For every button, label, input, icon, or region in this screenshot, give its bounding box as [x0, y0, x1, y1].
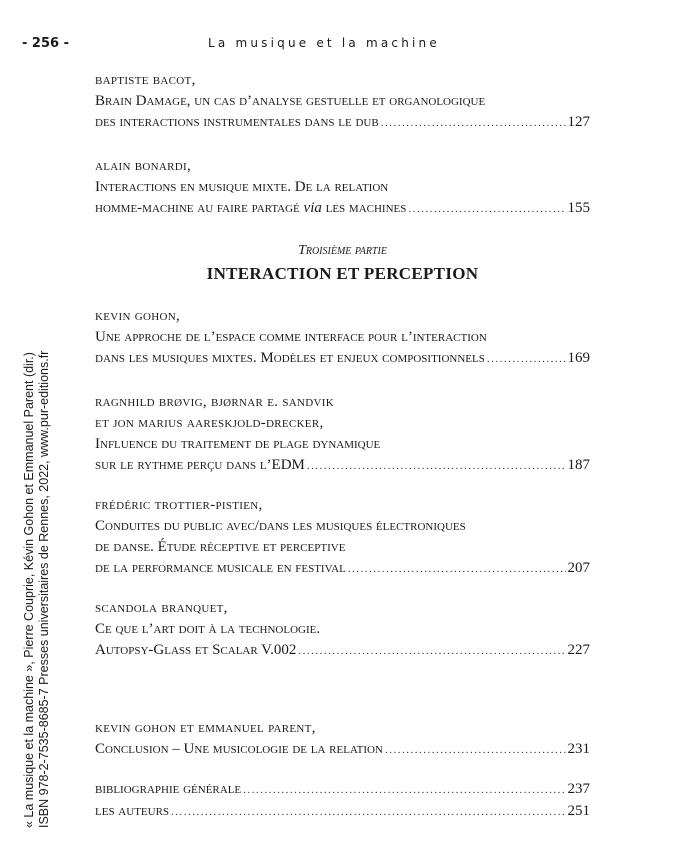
toc-leader-line: [95, 112, 590, 134]
toc-leader-line: [95, 455, 590, 477]
toc-title-line: Brain Damage, un cas d’analyse gestuelle et organologique: [95, 93, 486, 109]
toc-author: ragnhild brøvig, bjørnar e. sandvik: [95, 394, 334, 410]
toc-entry-conclusion: [95, 718, 590, 761]
toc-page-number: 155: [567, 200, 590, 216]
toc-title-post: les machines: [321, 200, 407, 216]
toc-author: scandola branquet,: [95, 600, 228, 616]
toc-page-number: 169: [567, 350, 590, 366]
toc-page-number: 251: [567, 803, 590, 819]
toc-leader-line: [95, 198, 590, 220]
toc-title-pre: homme-machine au faire partagé: [95, 200, 304, 216]
toc-title-line: [95, 198, 406, 219]
toc-author: frédéric trottier-pistien,: [95, 497, 263, 513]
toc-title-line: sur le rythme perçu dans l’EDM: [95, 457, 305, 473]
toc-entry-bibliographie: [95, 779, 590, 801]
toc-author: baptiste bacot,: [95, 72, 196, 88]
toc-title-line: bibliographie générale: [95, 781, 242, 797]
toc-leader-line: [95, 739, 590, 761]
leader-dots: [348, 559, 566, 580]
toc-entry-brovig: [95, 392, 590, 477]
running-head: [0, 36, 700, 54]
table-of-contents: [95, 70, 590, 823]
leader-dots: [307, 456, 566, 477]
toc-leader-line: [95, 348, 590, 370]
toc-entry-bacot: [95, 70, 590, 134]
toc-title-line: Conduites du public avec/dans les musiques électroniques: [95, 518, 466, 534]
leader-dots: [487, 349, 566, 370]
leader-dots: [298, 641, 565, 662]
toc-page-number: 231: [567, 741, 590, 757]
toc-author: kevin gohon,: [95, 308, 181, 324]
toc-title-line: Autopsy-Glass et Scalar V.002: [95, 642, 297, 658]
toc-author: kevin gohon et emmanuel parent,: [95, 720, 316, 736]
toc-title-line: Influence du traitement de plage dynamique: [95, 436, 381, 452]
toc-title-line: Une approche de l’espace comme interface pour l’interaction: [95, 329, 487, 345]
toc-page-number: 237: [567, 781, 590, 797]
side-credit-line-1: « La musique et la machine », Pierre Couprie, Kévin Gohon et Emmanuel Parent (dir.): [22, 352, 36, 828]
leader-dots: [408, 199, 565, 220]
toc-author: et jon marius aareskjold-drecker,: [95, 415, 324, 431]
toc-title-line: Ce que l’art doit à la technologie.: [95, 621, 321, 637]
part-label: Troisième partie: [298, 243, 387, 258]
toc-author: alain bonardi,: [95, 158, 192, 174]
toc-entry-branquet: [95, 598, 590, 662]
toc-leader-line: [95, 558, 590, 580]
leader-dots: [385, 740, 566, 761]
toc-title-line: les auteurs: [95, 803, 170, 819]
side-credit-line-2: ISBN 978-2-7535-8685-7 Presses universitaires de Rennes, 2022, www.pur-editions.fr: [37, 350, 51, 828]
toc-title-line: Conclusion – Une musicologie de la relation: [95, 741, 383, 757]
toc-title-line: Interactions en musique mixte. De la relation: [95, 179, 389, 195]
part-title: INTERACTION ET PERCEPTION: [206, 264, 479, 283]
toc-title-line: dans les musiques mixtes. Modèles et enjeux compositionnels: [95, 350, 485, 366]
toc-entry-trottier-pistien: [95, 495, 590, 580]
toc-leader-line: [95, 640, 590, 662]
toc-title-italic: via: [303, 200, 322, 216]
toc-title-line: de la performance musicale en festival: [95, 560, 346, 576]
leader-dots: [171, 802, 565, 823]
book-title: La musique et la machine: [208, 36, 440, 50]
toc-entry-bonardi: [95, 156, 590, 220]
toc-page-number: 127: [567, 114, 590, 130]
page-number: - 256 -: [22, 36, 69, 51]
leader-dots: [381, 113, 566, 134]
toc-entry-auteurs: [95, 801, 590, 823]
toc-page-number: 207: [567, 560, 590, 576]
section-spacer: [95, 684, 590, 718]
toc-entry-gohon: [95, 306, 590, 370]
toc-title-line: des interactions instrumentales dans le dub: [95, 114, 379, 130]
toc-title-line: de danse. Étude réceptive et perceptive: [95, 539, 346, 555]
leader-dots: [243, 780, 565, 801]
side-credit: [22, 351, 52, 828]
toc-page-number: 227: [567, 642, 590, 658]
toc-page-number: 187: [567, 457, 590, 473]
